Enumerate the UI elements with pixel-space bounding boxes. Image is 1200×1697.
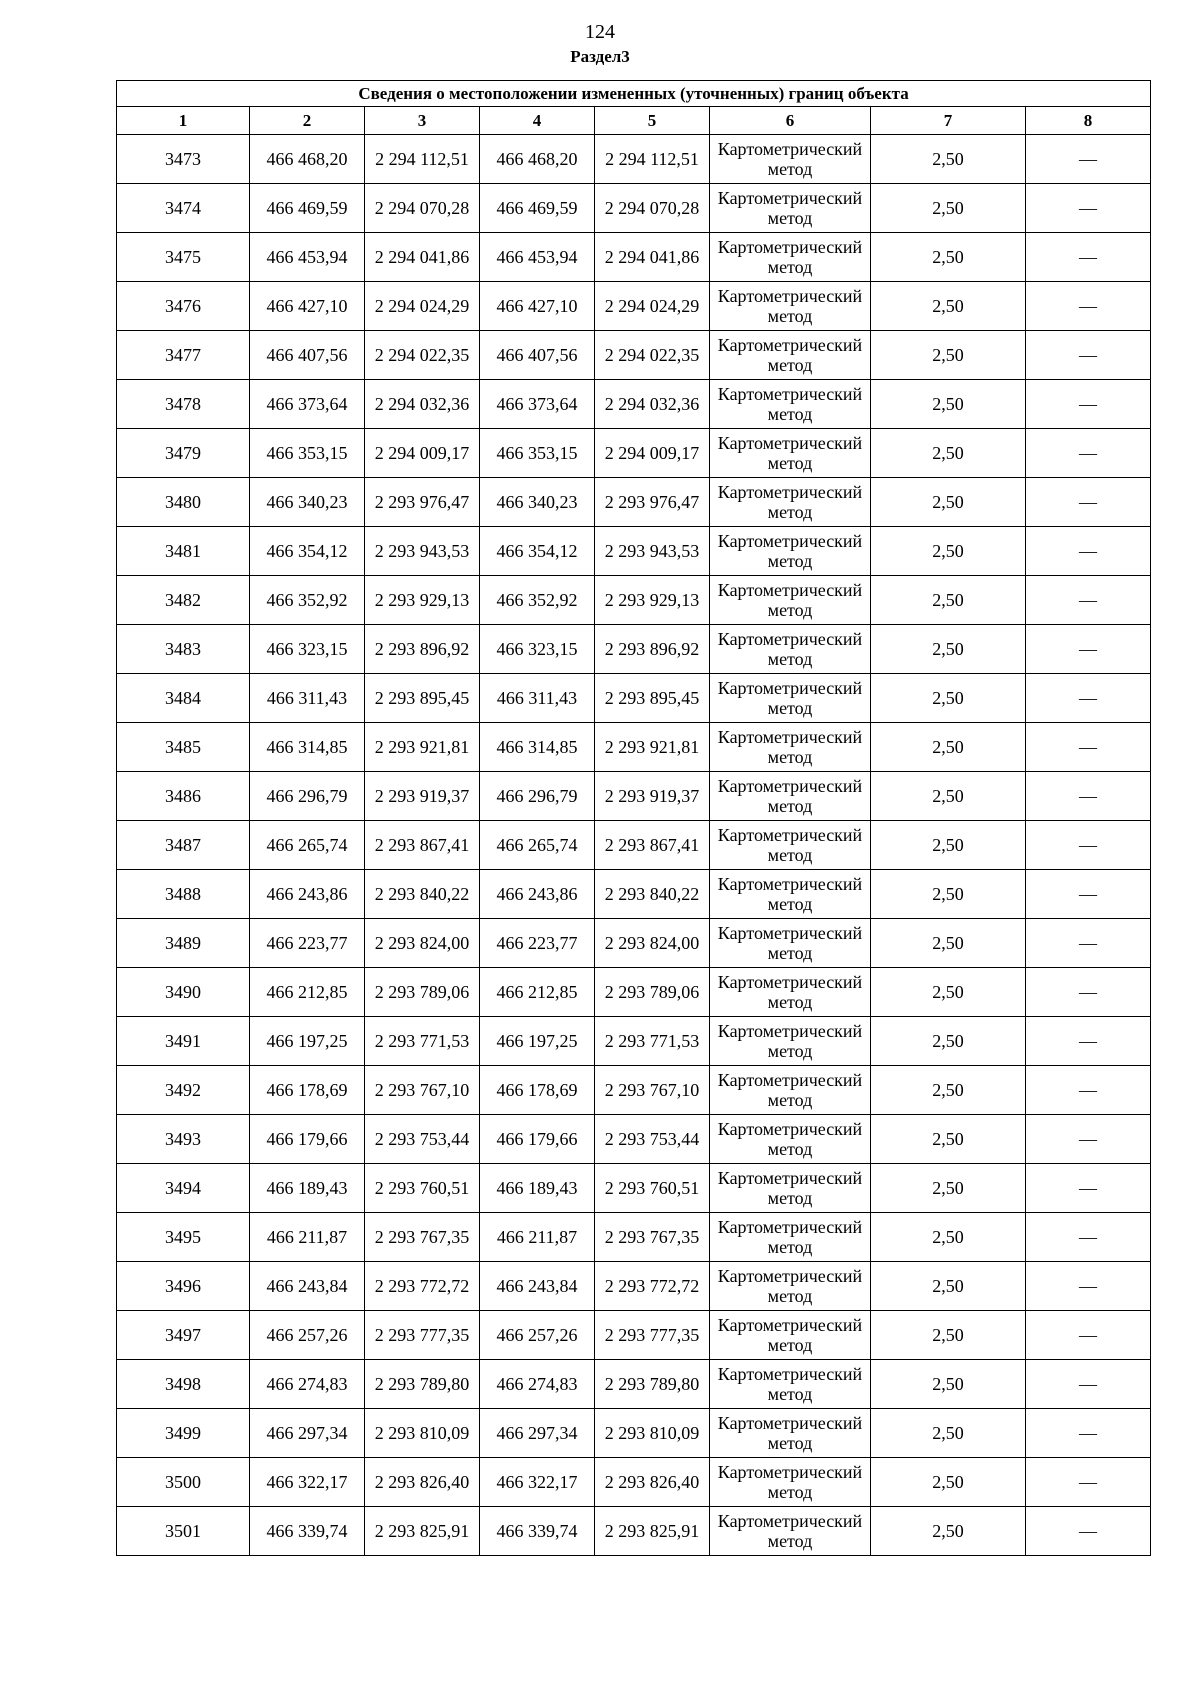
new-x-cell: 466 265,74: [480, 821, 595, 870]
old-x-cell: 466 468,20: [250, 135, 365, 184]
point-number-cell: 3488: [117, 870, 250, 919]
new-x-cell: 466 354,12: [480, 527, 595, 576]
point-number-cell: 3481: [117, 527, 250, 576]
new-x-cell: 466 257,26: [480, 1311, 595, 1360]
old-x-cell: 466 407,56: [250, 331, 365, 380]
old-y-cell: 2 293 789,80: [365, 1360, 480, 1409]
point-number-cell: 3492: [117, 1066, 250, 1115]
new-x-cell: 466 469,59: [480, 184, 595, 233]
description-cell: —: [1026, 1458, 1151, 1507]
accuracy-cell: 2,50: [871, 478, 1026, 527]
column-number: 1: [117, 107, 250, 135]
description-cell: —: [1026, 478, 1151, 527]
method-cell: Картометрический метод: [710, 1017, 871, 1066]
accuracy-cell: 2,50: [871, 135, 1026, 184]
old-x-cell: 466 189,43: [250, 1164, 365, 1213]
point-number-cell: 3498: [117, 1360, 250, 1409]
accuracy-cell: 2,50: [871, 821, 1026, 870]
description-cell: —: [1026, 282, 1151, 331]
old-x-cell: 466 427,10: [250, 282, 365, 331]
point-number-cell: 3474: [117, 184, 250, 233]
old-x-cell: 466 352,92: [250, 576, 365, 625]
old-y-cell: 2 294 070,28: [365, 184, 480, 233]
description-cell: —: [1026, 870, 1151, 919]
new-y-cell: 2 293 840,22: [595, 870, 710, 919]
method-cell: Картометрический метод: [710, 625, 871, 674]
point-number-cell: 3480: [117, 478, 250, 527]
description-cell: —: [1026, 1017, 1151, 1066]
accuracy-cell: 2,50: [871, 1458, 1026, 1507]
new-x-cell: 466 211,87: [480, 1213, 595, 1262]
point-number-cell: 3484: [117, 674, 250, 723]
new-x-cell: 466 323,15: [480, 625, 595, 674]
accuracy-cell: 2,50: [871, 527, 1026, 576]
method-cell: Картометрический метод: [710, 1066, 871, 1115]
accuracy-cell: 2,50: [871, 968, 1026, 1017]
old-y-cell: 2 293 943,53: [365, 527, 480, 576]
old-y-cell: 2 293 976,47: [365, 478, 480, 527]
method-cell: Картометрический метод: [710, 1507, 871, 1556]
new-y-cell: 2 293 789,06: [595, 968, 710, 1017]
description-cell: —: [1026, 1360, 1151, 1409]
description-cell: —: [1026, 772, 1151, 821]
old-y-cell: 2 293 867,41: [365, 821, 480, 870]
accuracy-cell: 2,50: [871, 1311, 1026, 1360]
method-cell: Картометрический метод: [710, 723, 871, 772]
point-number-cell: 3483: [117, 625, 250, 674]
method-cell: Картометрический метод: [710, 919, 871, 968]
method-cell: Картометрический метод: [710, 184, 871, 233]
new-y-cell: 2 293 767,35: [595, 1213, 710, 1262]
old-x-cell: 466 453,94: [250, 233, 365, 282]
new-x-cell: 466 373,64: [480, 380, 595, 429]
new-x-cell: 466 353,15: [480, 429, 595, 478]
accuracy-cell: 2,50: [871, 576, 1026, 625]
table-row: [117, 1066, 1151, 1115]
method-cell: Картометрический метод: [710, 380, 871, 429]
method-cell: Картометрический метод: [710, 1115, 871, 1164]
accuracy-cell: 2,50: [871, 772, 1026, 821]
description-cell: —: [1026, 625, 1151, 674]
old-x-cell: 466 314,85: [250, 723, 365, 772]
old-x-cell: 466 297,34: [250, 1409, 365, 1458]
new-y-cell: 2 293 919,37: [595, 772, 710, 821]
description-cell: —: [1026, 1311, 1151, 1360]
new-y-cell: 2 293 867,41: [595, 821, 710, 870]
method-cell: Картометрический метод: [710, 821, 871, 870]
method-cell: Картометрический метод: [710, 1213, 871, 1262]
description-cell: —: [1026, 184, 1151, 233]
table-row: [117, 1507, 1151, 1556]
table-row: [117, 919, 1151, 968]
new-y-cell: 2 293 825,91: [595, 1507, 710, 1556]
table-row: [117, 1311, 1151, 1360]
point-number-cell: 3477: [117, 331, 250, 380]
table-row: [117, 478, 1151, 527]
new-x-cell: 466 311,43: [480, 674, 595, 723]
table-row: [117, 723, 1151, 772]
method-cell: Картометрический метод: [710, 674, 871, 723]
old-y-cell: 2 293 895,45: [365, 674, 480, 723]
table-row: [117, 674, 1151, 723]
table-row: [117, 135, 1151, 184]
old-y-cell: 2 294 112,51: [365, 135, 480, 184]
point-number-cell: 3501: [117, 1507, 250, 1556]
old-x-cell: 466 243,86: [250, 870, 365, 919]
table-row: [117, 576, 1151, 625]
old-y-cell: 2 294 024,29: [365, 282, 480, 331]
table-row: [117, 1164, 1151, 1213]
new-x-cell: 466 243,86: [480, 870, 595, 919]
old-x-cell: 466 211,87: [250, 1213, 365, 1262]
description-cell: —: [1026, 1507, 1151, 1556]
method-cell: Картометрический метод: [710, 135, 871, 184]
point-number-cell: 3494: [117, 1164, 250, 1213]
method-cell: Картометрический метод: [710, 1409, 871, 1458]
new-y-cell: 2 293 772,72: [595, 1262, 710, 1311]
accuracy-cell: 2,50: [871, 870, 1026, 919]
old-x-cell: 466 469,59: [250, 184, 365, 233]
old-y-cell: 2 293 919,37: [365, 772, 480, 821]
old-x-cell: 466 340,23: [250, 478, 365, 527]
new-x-cell: 466 297,34: [480, 1409, 595, 1458]
old-x-cell: 466 197,25: [250, 1017, 365, 1066]
accuracy-cell: 2,50: [871, 282, 1026, 331]
description-cell: —: [1026, 233, 1151, 282]
method-cell: Картометрический метод: [710, 1311, 871, 1360]
method-cell: Картометрический метод: [710, 478, 871, 527]
new-y-cell: 2 293 929,13: [595, 576, 710, 625]
point-number-cell: 3495: [117, 1213, 250, 1262]
table-row: [117, 282, 1151, 331]
old-y-cell: 2 294 041,86: [365, 233, 480, 282]
description-cell: —: [1026, 919, 1151, 968]
new-x-cell: 466 296,79: [480, 772, 595, 821]
method-cell: Картометрический метод: [710, 968, 871, 1017]
column-number: 2: [250, 107, 365, 135]
table-row: [117, 1262, 1151, 1311]
accuracy-cell: 2,50: [871, 723, 1026, 772]
old-x-cell: 466 212,85: [250, 968, 365, 1017]
accuracy-cell: 2,50: [871, 233, 1026, 282]
old-x-cell: 466 354,12: [250, 527, 365, 576]
method-cell: Картометрический метод: [710, 233, 871, 282]
new-y-cell: 2 293 760,51: [595, 1164, 710, 1213]
point-number-cell: 3486: [117, 772, 250, 821]
accuracy-cell: 2,50: [871, 1360, 1026, 1409]
old-y-cell: 2 293 767,10: [365, 1066, 480, 1115]
old-x-cell: 466 178,69: [250, 1066, 365, 1115]
column-number: 7: [871, 107, 1026, 135]
table-row: [117, 1409, 1151, 1458]
accuracy-cell: 2,50: [871, 380, 1026, 429]
table-row: [117, 1115, 1151, 1164]
table-body: [117, 135, 1151, 1556]
accuracy-cell: 2,50: [871, 1017, 1026, 1066]
new-y-cell: 2 294 070,28: [595, 184, 710, 233]
accuracy-cell: 2,50: [871, 1409, 1026, 1458]
table-row: [117, 184, 1151, 233]
column-number: 8: [1026, 107, 1151, 135]
old-y-cell: 2 293 929,13: [365, 576, 480, 625]
accuracy-cell: 2,50: [871, 1262, 1026, 1311]
table-row: [117, 527, 1151, 576]
method-cell: Картометрический метод: [710, 1164, 871, 1213]
new-y-cell: 2 294 032,36: [595, 380, 710, 429]
old-y-cell: 2 293 789,06: [365, 968, 480, 1017]
table-row: [117, 1213, 1151, 1262]
new-x-cell: 466 179,66: [480, 1115, 595, 1164]
column-number: 5: [595, 107, 710, 135]
new-x-cell: 466 212,85: [480, 968, 595, 1017]
accuracy-cell: 2,50: [871, 625, 1026, 674]
point-number-cell: 3491: [117, 1017, 250, 1066]
point-number-cell: 3493: [117, 1115, 250, 1164]
description-cell: —: [1026, 331, 1151, 380]
accuracy-cell: 2,50: [871, 1066, 1026, 1115]
table-row: [117, 429, 1151, 478]
new-y-cell: 2 293 771,53: [595, 1017, 710, 1066]
old-x-cell: 466 322,17: [250, 1458, 365, 1507]
old-x-cell: 466 339,74: [250, 1507, 365, 1556]
old-y-cell: 2 293 777,35: [365, 1311, 480, 1360]
new-x-cell: 466 274,83: [480, 1360, 595, 1409]
new-y-cell: 2 293 896,92: [595, 625, 710, 674]
description-cell: —: [1026, 1066, 1151, 1115]
new-y-cell: 2 293 789,80: [595, 1360, 710, 1409]
description-cell: —: [1026, 380, 1151, 429]
point-number-cell: 3478: [117, 380, 250, 429]
description-cell: —: [1026, 1262, 1151, 1311]
accuracy-cell: 2,50: [871, 919, 1026, 968]
new-y-cell: 2 294 009,17: [595, 429, 710, 478]
old-x-cell: 466 323,15: [250, 625, 365, 674]
section-title: Раздел3: [570, 47, 630, 66]
table-row: [117, 380, 1151, 429]
new-x-cell: 466 453,94: [480, 233, 595, 282]
new-y-cell: 2 293 921,81: [595, 723, 710, 772]
point-number-cell: 3476: [117, 282, 250, 331]
method-cell: Картометрический метод: [710, 576, 871, 625]
new-x-cell: 466 340,23: [480, 478, 595, 527]
description-cell: —: [1026, 527, 1151, 576]
method-cell: Картометрический метод: [710, 772, 871, 821]
new-y-cell: 2 293 826,40: [595, 1458, 710, 1507]
old-y-cell: 2 293 840,22: [365, 870, 480, 919]
old-y-cell: 2 293 767,35: [365, 1213, 480, 1262]
new-y-cell: 2 293 824,00: [595, 919, 710, 968]
description-cell: —: [1026, 1115, 1151, 1164]
method-cell: Картометрический метод: [710, 1360, 871, 1409]
description-cell: —: [1026, 674, 1151, 723]
table-row: [117, 821, 1151, 870]
point-number-cell: 3473: [117, 135, 250, 184]
column-number: 4: [480, 107, 595, 135]
point-number-cell: 3487: [117, 821, 250, 870]
new-x-cell: 466 407,56: [480, 331, 595, 380]
table-row: [117, 968, 1151, 1017]
method-cell: Картометрический метод: [710, 282, 871, 331]
point-number-cell: 3497: [117, 1311, 250, 1360]
old-y-cell: 2 294 032,36: [365, 380, 480, 429]
table-row: [117, 1458, 1151, 1507]
new-y-cell: 2 293 976,47: [595, 478, 710, 527]
table-row: [117, 1360, 1151, 1409]
old-y-cell: 2 293 753,44: [365, 1115, 480, 1164]
point-number-cell: 3475: [117, 233, 250, 282]
description-cell: —: [1026, 135, 1151, 184]
table-row: [117, 331, 1151, 380]
point-number-cell: 3499: [117, 1409, 250, 1458]
accuracy-cell: 2,50: [871, 674, 1026, 723]
table-row: [117, 233, 1151, 282]
point-number-cell: 3496: [117, 1262, 250, 1311]
accuracy-cell: 2,50: [871, 1507, 1026, 1556]
old-x-cell: 466 373,64: [250, 380, 365, 429]
table-row: [117, 1017, 1151, 1066]
description-cell: —: [1026, 1213, 1151, 1262]
old-y-cell: 2 293 772,72: [365, 1262, 480, 1311]
old-y-cell: 2 294 009,17: [365, 429, 480, 478]
accuracy-cell: 2,50: [871, 1213, 1026, 1262]
point-number-cell: 3485: [117, 723, 250, 772]
new-x-cell: 466 189,43: [480, 1164, 595, 1213]
new-y-cell: 2 293 943,53: [595, 527, 710, 576]
new-y-cell: 2 293 767,10: [595, 1066, 710, 1115]
point-number-cell: 3489: [117, 919, 250, 968]
old-x-cell: 466 257,26: [250, 1311, 365, 1360]
description-cell: —: [1026, 429, 1151, 478]
new-y-cell: 2 294 041,86: [595, 233, 710, 282]
table-row: [117, 625, 1151, 674]
new-x-cell: 466 243,84: [480, 1262, 595, 1311]
point-number-cell: 3500: [117, 1458, 250, 1507]
new-y-cell: 2 294 022,35: [595, 331, 710, 380]
old-x-cell: 466 265,74: [250, 821, 365, 870]
method-cell: Картометрический метод: [710, 331, 871, 380]
table-row: [117, 772, 1151, 821]
old-x-cell: 466 223,77: [250, 919, 365, 968]
method-cell: Картометрический метод: [710, 429, 871, 478]
description-cell: —: [1026, 821, 1151, 870]
accuracy-cell: 2,50: [871, 184, 1026, 233]
old-x-cell: 466 243,84: [250, 1262, 365, 1311]
description-cell: —: [1026, 1409, 1151, 1458]
old-y-cell: 2 293 760,51: [365, 1164, 480, 1213]
new-y-cell: 2 293 810,09: [595, 1409, 710, 1458]
old-y-cell: 2 293 896,92: [365, 625, 480, 674]
new-x-cell: 466 427,10: [480, 282, 595, 331]
old-x-cell: 466 311,43: [250, 674, 365, 723]
accuracy-cell: 2,50: [871, 1115, 1026, 1164]
method-cell: Картометрический метод: [710, 527, 871, 576]
old-y-cell: 2 293 921,81: [365, 723, 480, 772]
description-cell: —: [1026, 576, 1151, 625]
old-y-cell: 2 293 810,09: [365, 1409, 480, 1458]
old-y-cell: 2 294 022,35: [365, 331, 480, 380]
old-y-cell: 2 293 771,53: [365, 1017, 480, 1066]
table-caption: Сведения о местоположении измененных (уточненных) границ объекта: [117, 81, 1151, 107]
new-x-cell: 466 223,77: [480, 919, 595, 968]
old-y-cell: 2 293 824,00: [365, 919, 480, 968]
old-x-cell: 466 296,79: [250, 772, 365, 821]
old-y-cell: 2 293 826,40: [365, 1458, 480, 1507]
point-number-cell: 3482: [117, 576, 250, 625]
method-cell: Картометрический метод: [710, 870, 871, 919]
old-x-cell: 466 179,66: [250, 1115, 365, 1164]
method-cell: Картометрический метод: [710, 1262, 871, 1311]
new-y-cell: 2 293 753,44: [595, 1115, 710, 1164]
column-number: 3: [365, 107, 480, 135]
old-x-cell: 466 274,83: [250, 1360, 365, 1409]
accuracy-cell: 2,50: [871, 331, 1026, 380]
accuracy-cell: 2,50: [871, 429, 1026, 478]
new-y-cell: 2 293 895,45: [595, 674, 710, 723]
description-cell: —: [1026, 723, 1151, 772]
new-y-cell: 2 293 777,35: [595, 1311, 710, 1360]
column-numbers-row: [117, 107, 1151, 135]
new-x-cell: 466 178,69: [480, 1066, 595, 1115]
description-cell: —: [1026, 968, 1151, 1017]
new-y-cell: 2 294 112,51: [595, 135, 710, 184]
boundary-coordinates-table: [116, 80, 1151, 1556]
method-cell: Картометрический метод: [710, 1458, 871, 1507]
point-number-cell: 3479: [117, 429, 250, 478]
page-number: 124: [585, 21, 615, 43]
point-number-cell: 3490: [117, 968, 250, 1017]
new-x-cell: 466 339,74: [480, 1507, 595, 1556]
accuracy-cell: 2,50: [871, 1164, 1026, 1213]
new-x-cell: 466 468,20: [480, 135, 595, 184]
new-x-cell: 466 314,85: [480, 723, 595, 772]
old-y-cell: 2 293 825,91: [365, 1507, 480, 1556]
description-cell: —: [1026, 1164, 1151, 1213]
new-x-cell: 466 197,25: [480, 1017, 595, 1066]
new-y-cell: 2 294 024,29: [595, 282, 710, 331]
new-x-cell: 466 352,92: [480, 576, 595, 625]
old-x-cell: 466 353,15: [250, 429, 365, 478]
new-x-cell: 466 322,17: [480, 1458, 595, 1507]
column-number: 6: [710, 107, 871, 135]
table-row: [117, 870, 1151, 919]
